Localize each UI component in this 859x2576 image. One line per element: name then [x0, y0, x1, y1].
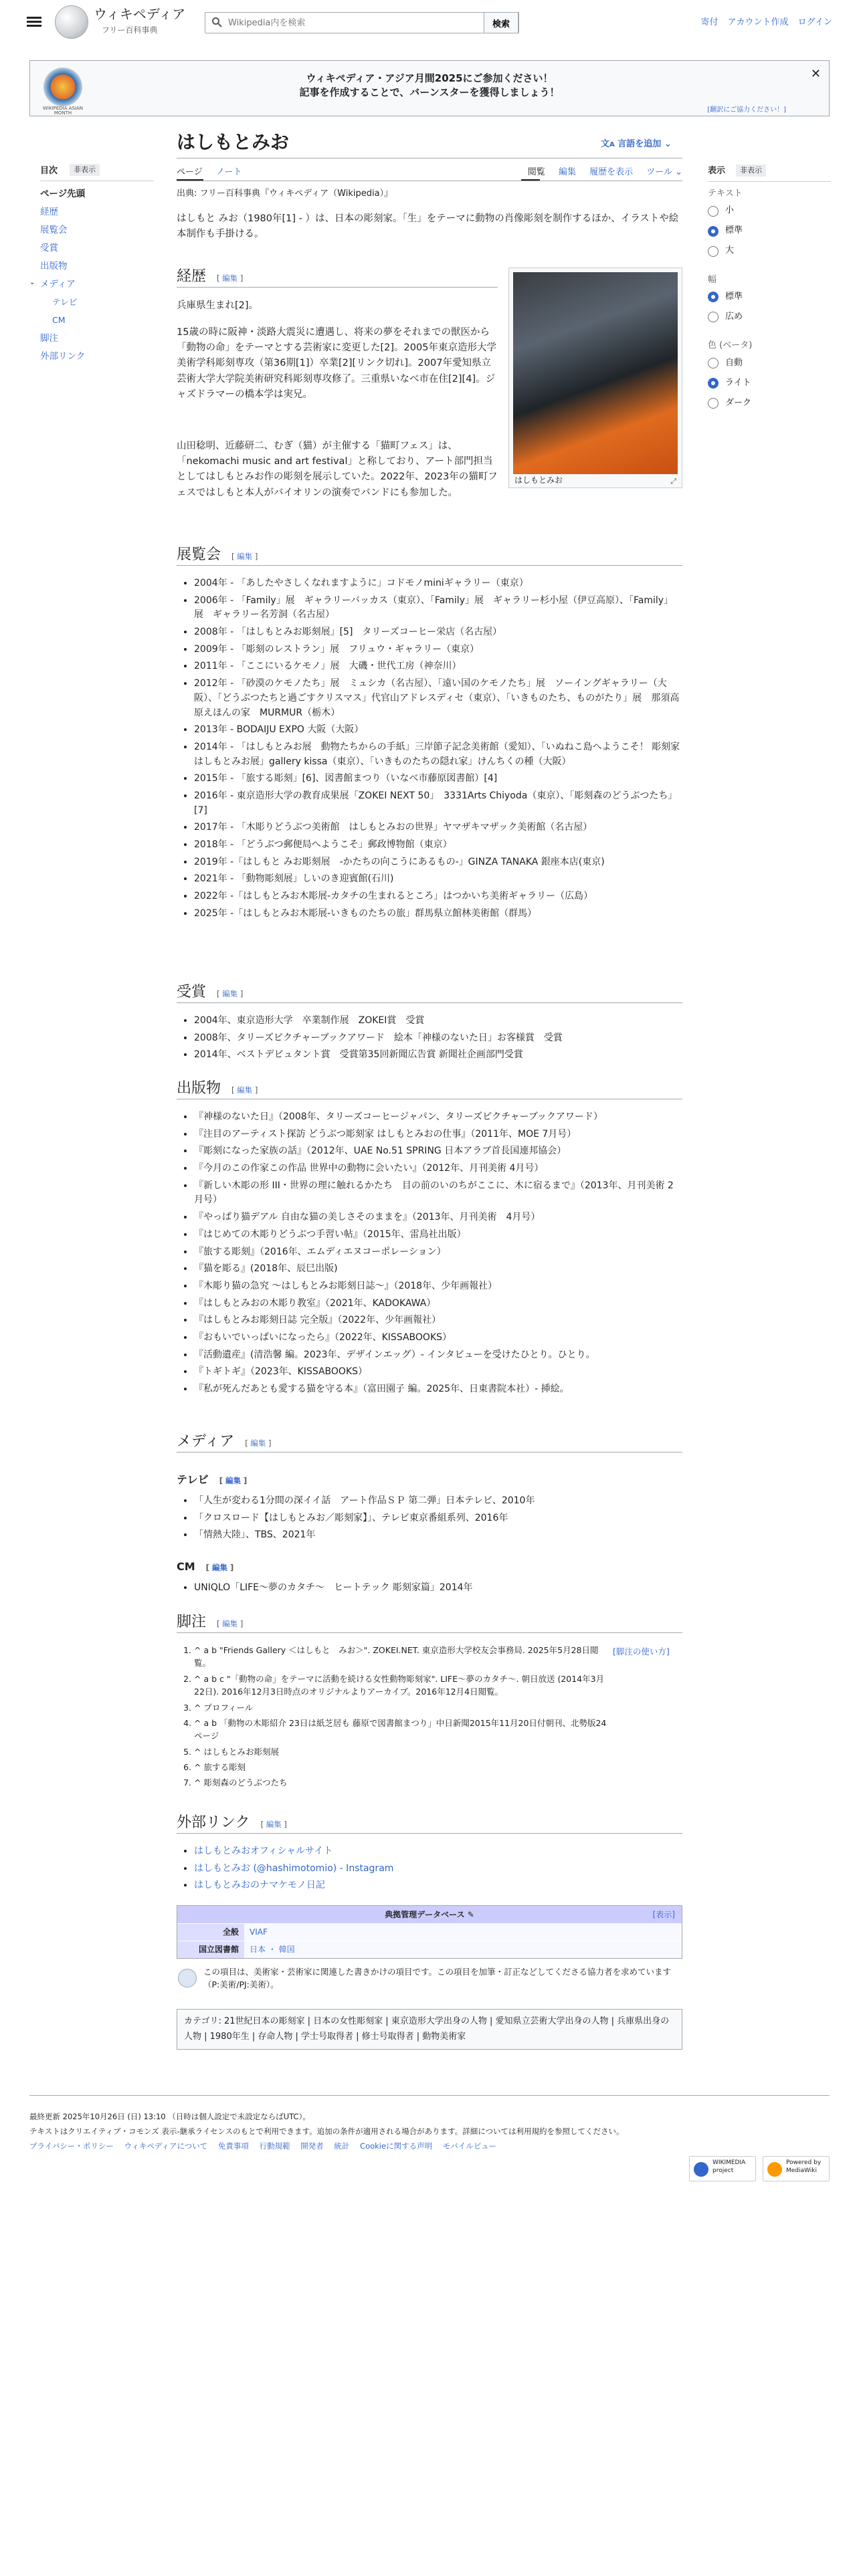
chevron-down-icon[interactable]: ⌄: [29, 279, 35, 286]
references-list: [194, 1644, 609, 1792]
list-item: • 2022年 -「はしもとみお木彫展-カタチの生まれるところ」はつかいち美術ギャラリー（広島）: [194, 889, 682, 904]
list-item: • 『彫刻になった家族の話』（2012年、UAE No.51 SPRING 日本アラブ首長国連邦協会）: [194, 1144, 682, 1159]
site-notice-banner: [29, 60, 830, 116]
list-item: • 「クロスロード【はしもとみお／彫刻家】」、テレビ東京番組系列、2016年: [194, 1511, 682, 1526]
list-item: • 2019年 -「はしもと みお彫刻展 -かたちの向こうにあるもの-」GINZA TANAKA 銀座本店(東京): [194, 855, 682, 870]
edit-tv-link[interactable]: 編集: [225, 1476, 241, 1485]
mediawiki-badge[interactable]: Powered by MediaWiki: [763, 2156, 830, 2181]
footer-link-coc[interactable]: 行動規範: [259, 2141, 290, 2151]
toc-item-tv: テレビ: [52, 297, 78, 307]
footer-link-stats[interactable]: 統計: [334, 2141, 350, 2151]
main-menu-icon[interactable]: [27, 15, 41, 28]
toc-item-media: ⌄ メディア: [29, 279, 76, 290]
lead-paragraph: はしもと みお（1980年[1] - ）は、日本の彫刻家。「生」をテーマに動物の肖像彫刻を制作するほか、イラストや絵本制作も手掛ける。: [177, 213, 679, 240]
reference-item: 7. ^ 彫刻森のどうぶつたち: [194, 1776, 609, 1789]
reference-item: 2. ^ a b c "「動物の命」をテーマに活動を続ける女性動物彫刻家". LIFE～夢のカタチ～. 朝日放送 (2014年3月22日). 2016年12月3日時点のオリジナルよりアーカイブ。2016年12月4日閲覧。: [194, 1673, 609, 1699]
toc-item-top[interactable]: ページ先頭: [40, 189, 86, 199]
list-item: • 2004年 - 「あしたやさしくなれますように」コドモノminiギャラリー（東京）: [194, 576, 682, 591]
banner-line-1[interactable]: ウィキペディア・アジア月間2025にご参加ください！: [306, 72, 553, 84]
list-item: • 2018年 - 「どうぶつ郵便局へようこそ」郵政博物館（東京）: [194, 838, 682, 853]
tab-edit[interactable]: 編集: [558, 167, 576, 177]
list-item: • 『トギトギ』（2023年、KISSABOOKS）: [194, 1365, 682, 1380]
edit-awards-link[interactable]: 編集: [222, 989, 238, 998]
toc-list: [29, 187, 86, 368]
footer-link-cookie[interactable]: Cookieに関する声明: [360, 2141, 433, 2151]
text-size-large[interactable]: 大: [708, 241, 831, 261]
search-button[interactable]: 検索: [484, 12, 518, 33]
toc-item-external: 外部リンク: [40, 351, 86, 362]
external-links-list: [194, 1844, 682, 1896]
heading-tv: テレビ [ 編集 ]: [177, 1473, 248, 1486]
heading-exhibitions: 展覧会 [ 編集 ]: [177, 546, 682, 566]
list-item: • 2011年 - 「ここにいるケモノ」展 大磯・世代工房（神奈川）: [194, 659, 682, 674]
list-item: • 『おもいでいっぱいになったら』（2022年、KISSABOOKS）: [194, 1331, 682, 1346]
edit-external-link[interactable]: 編集: [266, 1820, 282, 1829]
portrait-photo[interactable]: [513, 272, 678, 474]
text-size-small[interactable]: 小: [708, 201, 831, 221]
photo-caption: はしもとみお: [514, 475, 563, 485]
page-title: はしもとみお: [177, 131, 290, 153]
wordmark[interactable]: ウィキペディア: [94, 6, 186, 22]
width-label: 幅: [708, 274, 717, 285]
banner-translate-link[interactable]: [翻訳にご協力ください！]: [707, 106, 786, 114]
career-para-2: 15歳の時に阪神・淡路大震災に遭遇し、将来の夢をそれまでの獣医から「動物の命」をテーマとする芸術家に変更した[2]。2005年東京造形大学美術学科彫刻専攻（第36期[1]）卒業[2][リンク切れ]。2007年愛知県立芸術大学大学院美術研究科彫刻専攻修了。三重県いなべ市在住[2][4]。ジャズドラマーの橋本学は実兄。: [177, 327, 496, 400]
edit-notes-link[interactable]: 編集: [222, 1619, 238, 1628]
tab-tools[interactable]: ツール ⌄: [646, 167, 682, 177]
exhibitions-list: [194, 576, 682, 924]
list-item: • 2017年 - 「木彫りどうぶつ美術館 はしもとみおの世界」ヤマザキマザック美術館（名古屋）: [194, 821, 682, 835]
width-wide[interactable]: 広め: [708, 307, 831, 327]
toc-heading: 目次: [40, 166, 58, 176]
edit-publications-link[interactable]: 編集: [237, 1085, 253, 1095]
edit-exhibitions-link[interactable]: 編集: [237, 552, 253, 561]
career-para-1: 兵庫県生まれ[2]。: [177, 300, 259, 311]
list-item: • 2012年 - 「砂漠のケモノたち」展 ミュシカ（名古屋）、「遠い国のケモノたち」展 ソーイングギャラリー（大阪）、「どうぶつたちと過ごすクリスマス」代官山アドレスディセ（東京）、「いきものたち、ものがたり」展 那須高原えほんの家 MURMUR（栃木）: [194, 677, 682, 720]
publications-list: [194, 1110, 682, 1400]
list-item: • 2013年 - BODAIJU EXPO 大阪（大阪）: [194, 723, 682, 738]
wikipedia-logo[interactable]: [55, 5, 88, 39]
list-item: • 『私が死んだあとも愛する猫を守る本』（富田園子 編。2025年、日東書院本社）- 挿絵。: [194, 1382, 682, 1397]
heading-career: 経歴 [ 編集 ]: [177, 267, 498, 288]
reference-item: 6. ^ 旅する彫刻: [194, 1761, 609, 1774]
refs-help-link[interactable]: [脚注の使い方]: [613, 1646, 670, 1656]
toc-item-publications: 出版物: [40, 261, 68, 272]
footer-link-developers[interactable]: 開発者: [300, 2141, 324, 2151]
toc-item-awards: 受賞: [40, 243, 58, 253]
footer-links: [29, 2139, 685, 2154]
authority-control-box: [177, 1905, 682, 1959]
list-item: • 2009年 - 「彫刻のレストラン」展 フリュウ・ギャラリー（東京）: [194, 643, 682, 657]
login-link[interactable]: ログイン: [797, 17, 832, 27]
text-size-label: テキスト: [708, 188, 743, 199]
color-light[interactable]: ライト: [708, 373, 831, 393]
list-item: • 『やっぱり猫デアル 自由な猫の美しさそのままを』（2013年、月刊美術 4月号）: [194, 1210, 682, 1225]
list-item: • 2015年 - 「旅する彫刻」[6]、図書館まつり（いなべ市藤原図書館）[4]: [194, 772, 682, 786]
list-item: • 『活動遺産』(清浩馨 編。2023年、デザインエッグ）- インタビューを受けたひとり。ひとり。: [194, 1348, 682, 1363]
reference-item: 3. ^ プロフィール: [194, 1701, 609, 1714]
toc-item-exhibitions: 展覧会: [40, 225, 68, 235]
width-standard[interactable]: 標準: [708, 287, 831, 307]
footer: [29, 2110, 685, 2154]
heading-media: メディア [ 編集 ]: [177, 1432, 682, 1453]
list-item: • 『神様のないた日』（2008年、タリーズコーヒージャパン、タリーズピクチャーブックアワード）: [194, 1110, 682, 1125]
donate-link[interactable]: 寄付: [700, 17, 719, 27]
tab-read[interactable]: 閲覧: [527, 167, 545, 177]
list-item: • 『はじめての木彫りどうぶつ手習い帖』（2015年、雷鳥社出版）: [194, 1228, 682, 1243]
toc-item-cm: CM: [52, 315, 66, 325]
list-item: • 「人生が変わる1分間の深イイ話 アート作品ＳＰ 第二弾」日本テレビ、2010年: [194, 1494, 682, 1509]
edit-career-link[interactable]: 編集: [222, 274, 238, 283]
list-item: • 2006年 - 「Family」展 ギャラリーバッカス（東京）、「Family」展 ギャラリー杉小屋（伊豆高原）、「Family」展 ギャラリー名芳洞（名古屋）: [194, 594, 682, 623]
tab-read-indicator: [521, 179, 540, 181]
wikimedia-badge[interactable]: WIKIMEDIA project: [689, 2156, 756, 2181]
list-item: • 『新しい木彫の形 III・世界の理に触れるかたち 目の前のいのちがここに、木に宿るまで』（2013年、月刊美術 2月号）: [194, 1179, 682, 1208]
stub-text: この項目は、美術家・芸術家に関連した書きかけの項目です。この項目を加筆・訂正などしてくださる協力者を求めています（P:美術/PJ:美術）。: [203, 1967, 672, 1990]
user-links: [694, 16, 832, 30]
list-item: • 2014年 - 「はしもとみお展 動物たちからの手紙」三岸節子記念美術館（愛知）、「いぬねこ島へようこそ！ 彫刻家はしもとみお展」gallery kissa（東京）、「いきものたちの隠れ家」けんちくの種（大阪）: [194, 740, 682, 769]
toc-hide-button[interactable]: 非表示: [70, 164, 100, 176]
tab-page-indicator: [177, 179, 203, 181]
infobox: [508, 267, 682, 488]
heading-publications: 出版物 [ 編集 ]: [177, 1079, 682, 1099]
view-tabs: [517, 166, 682, 180]
external-link[interactable]: はしもとみおのナマケモノ日記: [194, 1880, 325, 1891]
authority-header: 典拠管理データベース ✎ [表示]: [177, 1906, 682, 1923]
external-link[interactable]: はしもとみお (@hashimotomio) - Instagram: [194, 1862, 394, 1874]
toc-item-notes: 脚注: [40, 333, 58, 344]
heading-notes: 脚注 [ 編集 ]: [177, 1613, 682, 1633]
list-item: • 2025年 -「はしもとみお木彫展-いきものたちの旅」群馬県立館林美術館（群馬）: [194, 907, 682, 922]
external-link[interactable]: はしもとみおオフィシャルサイト: [194, 1846, 333, 1856]
color-auto[interactable]: 自動: [708, 353, 831, 373]
add-languages-label: 言語を追加: [617, 139, 662, 149]
list-item: • 2016年 - 東京造形大学の教育成果展「ZOKEI NEXT 50」 3331Arts Chiyoda（東京）、「彫刻森のどうぶつたち」[7]: [194, 789, 682, 818]
list-item: • 2008年、タリーズピクチャーブックアワード 絵本「神様のないた日」お客様賞 受賞: [194, 1031, 682, 1046]
appearance-panel: [708, 165, 831, 413]
expand-icon[interactable]: ⤢: [670, 477, 676, 486]
site-header: [0, 0, 859, 45]
mediawiki-icon: [767, 2162, 782, 2177]
cm-list: [194, 1581, 682, 1598]
tagline: フリー百科事典: [102, 25, 158, 35]
list-item: • 『猫を彫る』(2018年、辰巳出版): [194, 1262, 682, 1277]
list-item: • 「情熱大陸」、TBS、2021年: [194, 1528, 682, 1543]
close-icon[interactable]: ✕: [810, 67, 821, 81]
search-box: [205, 12, 519, 33]
career-para-3: 山田稔明、近藤研二、むぎ（猫）が主催する「猫町フェス」は、「nekomachi music and art festival」と称しており、アート部門担当としてはしもとみお作の彫刻を展示していた。2022年、2023年の猫町フェスではしもと本人がバイオリンの演奏でバンドにも参加した。: [177, 441, 498, 498]
footer-link-privacy[interactable]: プライバシー・ポリシー: [29, 2141, 114, 2151]
authority-row: 国立図書館 日本 ・ 韓国: [177, 1941, 682, 1958]
heading-external-links: 外部リンク [ 編集 ]: [177, 1814, 682, 1834]
asian-month-logo-text: WIKIPEDIA ASIAN MONTH: [42, 106, 84, 116]
list-item: • 2021年 - 「動物彫刻展」しいのき迎賓館(石川): [194, 872, 682, 887]
footer-link-disclaimer[interactable]: 免責事項: [217, 2141, 249, 2151]
search-input[interactable]: [205, 13, 486, 33]
color-label: 色 (ベータ): [708, 340, 753, 351]
tab-page[interactable]: ページ: [177, 167, 203, 177]
text-size-standard[interactable]: 標準: [708, 221, 831, 241]
reference-item: 4. ^ a b 「動物の木彫紹介 23日は紙芝居も 藤原で図書館まつり」中日新聞2015年11月20日付朝刊、北勢版24ページ: [194, 1717, 609, 1743]
create-account-link[interactable]: アカウント作成: [727, 17, 789, 27]
namespace-tabs: [177, 166, 253, 180]
list-item: • 『注目のアーティスト探訪 どうぶつ彫刻家 はしもとみおの仕事』（2011年、MOE 7月号）: [194, 1128, 682, 1142]
list-item: • 『はしもとみおの木彫り教室』（2021年、KADOKAWA）: [194, 1297, 682, 1311]
footer-divider: [29, 2095, 830, 2096]
list-item: • 2014年、ベストデビュタント賞 受賞第35回新聞広告賞 新聞社企画部門受賞: [194, 1048, 682, 1063]
banner-message: [30, 72, 829, 100]
edit-media-link[interactable]: 編集: [250, 1438, 266, 1448]
appearance-heading: 表示: [708, 166, 726, 176]
list-item: • 2004年、東京造形大学 卒業制作展 ZOKEI賞 受賞: [194, 1014, 682, 1029]
authority-row: 全般 VIAF: [177, 1923, 682, 1941]
awards-list: [194, 1014, 682, 1065]
edit-cm-link[interactable]: 編集: [211, 1563, 227, 1572]
list-item: • 『旅する彫刻』（2016年、エムディエヌコーポレーション）: [194, 1245, 682, 1260]
list-item: • UNIQLO「LIFE～夢のカタチ～ ヒートテック 彫刻家篇」2014年: [194, 1581, 682, 1596]
reference-item: 1. ^ a b "Friends Gallery ＜はしもと みお＞". ZOKEI.NET. 東京造形大学校友会事務局. 2025年5月28日閲覧。: [194, 1644, 609, 1670]
heading-cm: CM [ 編集 ]: [177, 1560, 234, 1573]
list-item: • 2008年 - 「はしもとみお彫刻展」[5] タリーズコーヒー栄店（名古屋）: [194, 625, 682, 640]
tab-talk[interactable]: ノート: [215, 167, 242, 177]
authority-toggle[interactable]: [表示]: [652, 1910, 675, 1919]
footer-link-about[interactable]: ウィキペディアについて: [124, 2141, 208, 2151]
license-text: テキストはクリエイティブ・コモンズ 表示-継承ライセンスのもとで利用できます。追加の条件が適用される場合があります。詳細については利用規約を参照してください。: [29, 2126, 624, 2136]
add-languages-button[interactable]: 文A 言語を追加 ⌄: [601, 139, 672, 149]
banner-line-2: 記事を作成することで、バーンスターを獲得しましょう！: [299, 86, 560, 98]
reference-item: 5. ^ はしもとみお彫刻展: [194, 1745, 609, 1758]
toc-item-career: 経歴: [40, 207, 58, 217]
list-item: • 『はしもとみお彫刻日誌 完全版』（2022年、少年画報社）: [194, 1313, 682, 1328]
wikimedia-icon: [694, 2162, 708, 2177]
site-subtitle: 出典: フリー百科事典『ウィキペディア（Wikipedia）』: [177, 189, 393, 199]
footer-link-mobile[interactable]: モバイルビュー: [442, 2141, 497, 2151]
appearance-hide-button[interactable]: 非表示: [736, 165, 766, 177]
list-item: • 『今月のこの作家この作品 世界中の動物に会いたい』（2012年、月刊美術 4月号）: [194, 1162, 682, 1176]
tv-list: [194, 1494, 682, 1545]
list-item: • 『木彫り猫の急究 ～はしもとみお彫刻日誌～』（2018年、少年画報社）: [194, 1279, 682, 1294]
last-modified: 最終更新 2025年10月26日 (日) 13:10 （日時は個人設定で未設定ならばUTC）。: [29, 2112, 310, 2121]
tab-history[interactable]: 履歴を表示: [589, 167, 634, 177]
category-box[interactable]: カテゴリ: 21世紀日本の彫刻家 | 日本の女性彫刻家 | 東京造形大学出身の人物 | 愛知県立芸術大学出身の人物 | 兵庫県出身の人物 | 1980年生 | 存命人物 | 学士号取得者 | 修士号取得者 | 動物美術家: [177, 2009, 682, 2050]
art-stub-icon: [178, 1969, 197, 1988]
color-dark[interactable]: ダーク: [708, 393, 831, 413]
heading-awards: 受賞 [ 編集 ]: [177, 983, 682, 1003]
